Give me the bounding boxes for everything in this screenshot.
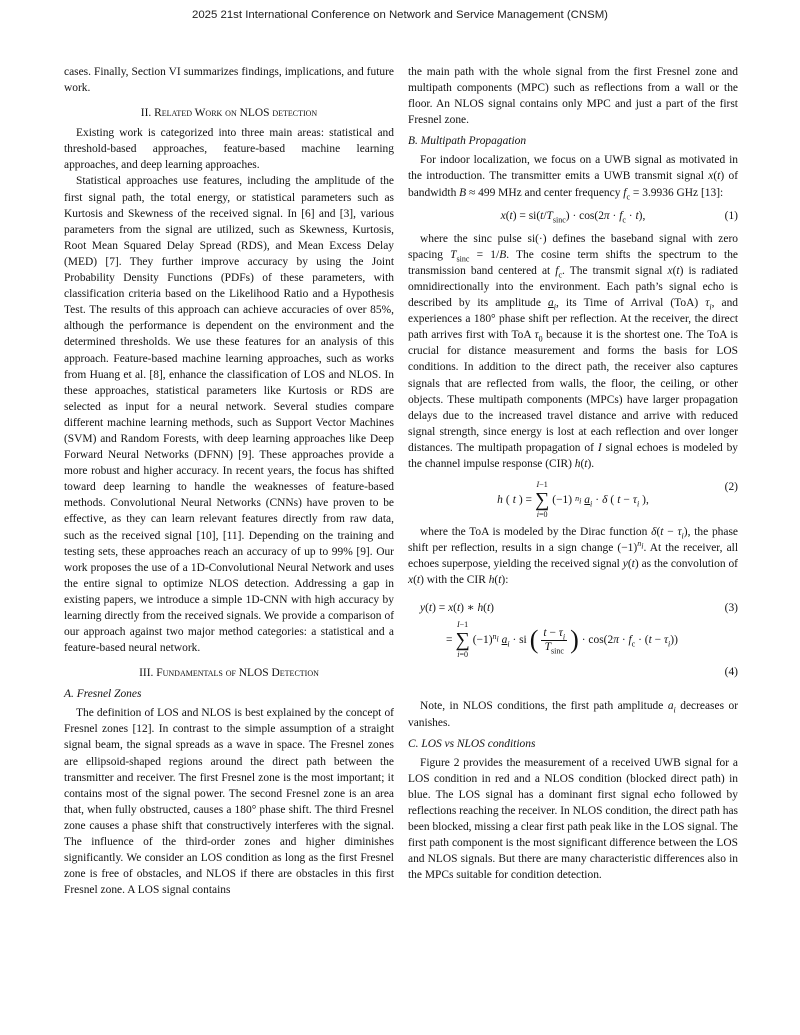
conference-header: 2025 21st International Conference on Network and Service Management (CNSM): [192, 9, 608, 21]
left-column: [64, 64, 394, 898]
right-column: [408, 64, 738, 883]
equation-1: $x(t) = si(t/T_{sinc}) \cdot \cos(2\pi \cdot f_c \cdot t)$, (1): [408, 207, 738, 225]
subsection-heading-los-nlos: C. LOS vs NLOS conditions: [408, 737, 536, 750]
equation-2: h ( t ) = I−1 ∑ i=0 (−1) $n_i$ $a_i$ · δ ( t − $\tau_i$ ), (2): [497, 480, 738, 520]
paragraph: Statistical approaches use features, including the amplitude of the first signal path, the total energy, or statistical parameters such as Kurtosis and Skewness of the received signal. In [6] and [3], various parameters from the signal are utilized, such as Skewness, Kurtosis, Root Mean Squared Delay Spread (RDS), and Mean Excess Delay (MED) [7]. They further improve accuracy by using the Joint Probability Density Functions (PDFs) of these parameters, with classification criteria based on the Likelihood Ratio and a Hypothesis Test. The results of this approach can achieve accuracies of over 85%, although the performance is dependent on the environment and the determined thresholds. We use these features for an analysis of this approach. Feature-based machine learning approaches, such as works from Huang et al. [8], enhance the classification of LOS and NLOS. In these approaches, statistical parameters like Kurtosis or RDS are selected as input for a neural network. Several studies compare different machine learning methods, such as Support Vector Machines (SVM) and Random Forests, with deep learning approaches like Deep Forward Neural Networks (DFNN) [9]. These approaches provide a more robust and higher accuracy. In recent years, the focus has shifted toward deep learning to handle the weaknesses of feature-based methods. Convolutional Neural Networks (CNNs) have proven to be effective, as they can learn relevant features directly from raw data, such as the received signal [10], [11]. Depending on the training and testing sets, these approaches reach an accuracy of up to 99% [9]. Our work proposes the use of a 1D-Convolutional Neural Network and uses the entire signal to optimize NLOS detection. Addressing a gap in existing papers, we introduce a simple 1D-CNN with high accuracy by learning directly from the received signals. We provide a comparison of our approach against two major method categories: a statistical and a feature-based neural network.: [64, 175, 394, 655]
paragraph: The definition of LOS and NLOS is best explained by the concept of Fresnel zones [12]. In contrast to the simple assumption of a straight signal beam, the signal spreads as a wave in space. The Fresnel zones are ellipsoid-shaped regions around the direct path between the transmitter and receiver. The first Fresnel zone is the most important; it contains most of the signal power. The second Fresnel zone is an area that, when fully obstructed, causes a 180° phase shift. The third Fresnel zone causes a phase shift that constructively interferes with the signal. The influence of the third-order zones and higher diminishes significantly. We consider an LOS condition as long as the first Fresnel zone is free of obstacles, and NLOS if there are obstacles in this first Fresnel zone. A LOS signal contains: [64, 707, 394, 897]
paragraph: where the sinc pulse si(·) defines the baseband signal with zero spacing $T_{sinc} = 1/B$. The cosine term shifts the spectrum to the transmission band centered at $f_c$. The transmit signal x(t) is radiated omnidirectionally into the environment. Each path’s signal echo is described by its amplitude $a_i$, its Time of Arrival (ToA) $\tau_i$, and experiences a 180° phase shift per reflection. At the receiver, the direct path arrives first with ToA $\tau_0$ because it is the shortest one. The ToA is crucial for distance measurement and forms the basis for LOS conditions. In addition to the direct path, the receiver also captures signals that are reflected from walls, the floor, the ceiling, or other objects. These multipath components (MPCs) have larger propagation delays due to the increased travel distance and arrive with reduced signal strength, since energy is lost at each reflection and over longer distances. The multipath propagation of I signal echoes is modeled by the channel impulse response (CIR) h(t).: [408, 232, 739, 470]
equation-number: (4): [724, 666, 738, 679]
equation-number: (2): [724, 481, 738, 494]
paragraph: Figure 2 provides the measurement of a received UWB signal for a LOS condition in red and a NLOS condition (blocked direct path) in blue. The LOS signal has a dominant first signal echo followed by reflections reaching the receiver. In NLOS condition, the direct path has been blocked, missing a clear first path peak like in the LOS signal. The first path component is the most significant difference between the LOS and NLOS signals. But there are many characteristic differences also in the MPCs suitable for condition detection.: [408, 756, 738, 882]
paragraph: Note, in NLOS conditions, the first path amplitude $a_i$ decreases or vanishes.: [408, 700, 739, 729]
paragraph: the main path with the whole signal from the first Fresnel zone and multipath components (MPC) such as reflections from a wall or the floor. An NLOS signal contains only MPC and just a part of the first Fresnel zone.: [408, 66, 738, 127]
paragraph: cases. Finally, Section VI summarizes findings, implications, and future work.: [64, 66, 394, 95]
equation-3-4: y(t) = x(t) ∗ h(t) (3) = I−1 ∑ i=0 $(-1)^{n_i}$ $a_i$ · si ( $\frac{t - \tau_i}{T_{sinc}}$ ) · $\cos(2\pi \cdot f_c \cdot (t - \tau_i))$ (4): [408, 598, 738, 694]
equation-number: (3): [724, 602, 738, 615]
paragraph: Existing work is categorized into three main areas: statistical and threshold-based approaches, feature-based machine learning approaches, and deep learning approaches.: [64, 127, 394, 172]
paragraph: where the ToA is modeled by the Dirac function $\delta(t - \tau_i)$, the phase shift per reflection, results in a sign change $(-1)^{n_i}$. At the receiver, all echoes superpose, yielding the received signal y(t) as the convolution of x(t) with the CIR h(t):: [408, 526, 739, 587]
section-heading-related-work: II. Related Work on NLOS detection: [140, 107, 318, 120]
paragraph: For indoor localization, we focus on a UWB signal as motivated in the introduction. The transmitter emits a UWB transmit signal x(t) of bandwidth B ≈ 499 MHz and center frequency $f_c = 3.9936$ GHz [13]:: [408, 154, 739, 201]
section-heading-fundamentals: III. Fundamentals of NLOS Detection: [139, 667, 319, 680]
equation-number: (1): [724, 209, 738, 222]
subsection-heading-multipath: B. Multipath Propagation: [408, 135, 527, 148]
subsection-heading-fresnel: A. Fresnel Zones: [64, 688, 142, 701]
